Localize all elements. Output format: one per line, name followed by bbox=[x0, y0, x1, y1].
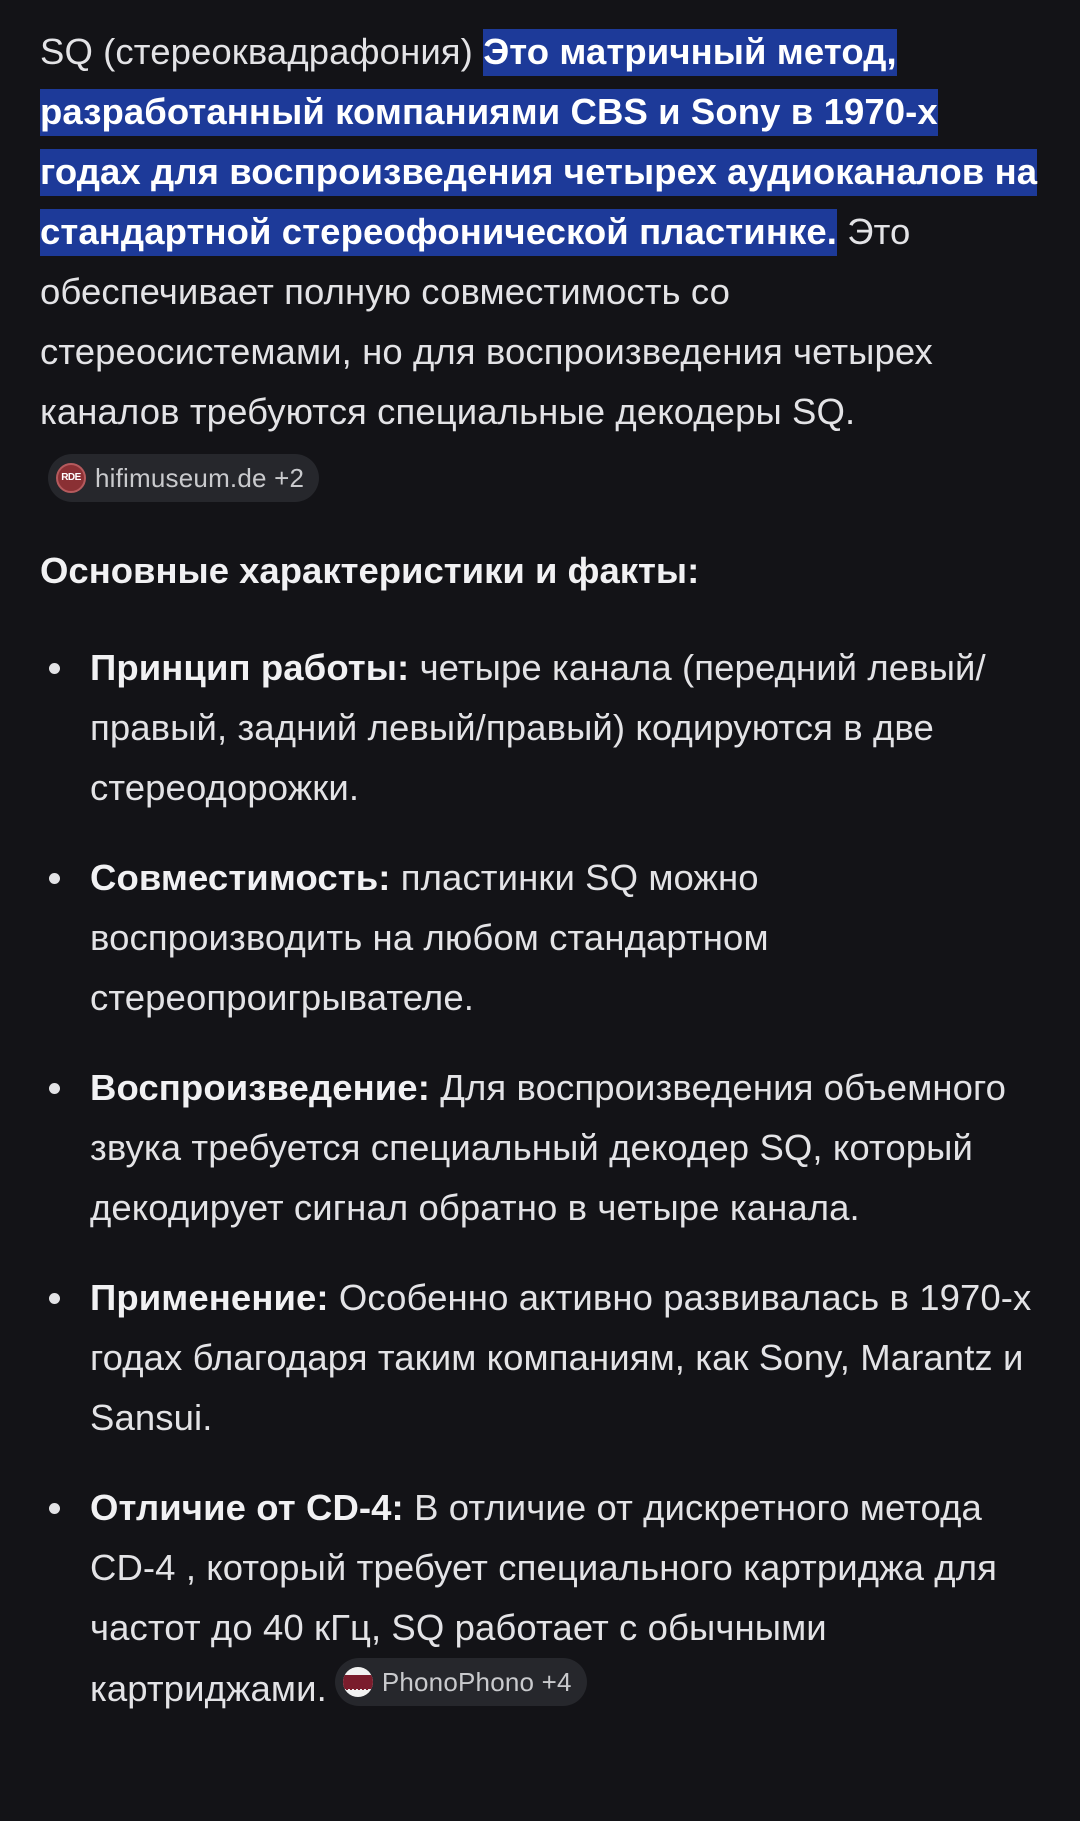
list-item-compatibility bbox=[40, 848, 1040, 1028]
fact-title: Отличие от CD-4: bbox=[90, 1487, 404, 1528]
intro-paragraph bbox=[40, 22, 1040, 502]
list-item-cd4-difference bbox=[40, 1478, 1040, 1719]
fact-title: Совместимость: bbox=[90, 857, 391, 898]
fact-title: Воспроизведение: bbox=[90, 1067, 430, 1108]
fact-title: Принцип работы: bbox=[90, 647, 410, 688]
intro-lead: SQ (стереоквадрафония) bbox=[40, 31, 473, 72]
highlighted-selection[interactable]: Это матричный метод, разработанный компаниями CBS и Sony в 1970-х годах для воспроизведения четырех аудиоканалов на стандартной стереофонической пластинке. bbox=[40, 29, 1037, 256]
bullet-icon bbox=[49, 1293, 60, 1304]
bullet-icon bbox=[49, 1503, 60, 1514]
fact-title: Применение: bbox=[90, 1277, 329, 1318]
source-chip-hifimuseum[interactable] bbox=[48, 454, 319, 502]
fact-text: Для воспроизведения объемного звука требуется специальный декодер SQ, который декодирует сигнал обратно в четыре канала. bbox=[90, 1067, 1007, 1228]
phonophono-logo-icon bbox=[343, 1667, 373, 1697]
list-item-principle bbox=[40, 638, 1040, 818]
list-item-playback bbox=[40, 1058, 1040, 1238]
source-chip-phonophono[interactable] bbox=[335, 1658, 587, 1706]
bullet-icon bbox=[49, 663, 60, 674]
fact-text: четыре канала (передний левый/правый, задний левый/правый) кодируются в две стереодорожки. bbox=[90, 647, 986, 808]
fact-text: Особенно активно развивалась в 1970-х годах благодаря таким компаниям, как Sony, Marantz и Sansui. bbox=[90, 1277, 1032, 1438]
fact-text: В отличие от дискретного метода CD-4 , который требует специального картриджа для частот до 40 кГц, SQ работает с обычными картриджами. bbox=[90, 1487, 997, 1709]
facts-list bbox=[40, 638, 1040, 1719]
rde-logo-icon: RDE bbox=[56, 463, 86, 493]
bullet-icon bbox=[49, 1083, 60, 1094]
source-chip-label: hifimuseum.de +2 bbox=[95, 463, 305, 493]
intro-rest: Это обеспечивает полную совместимость со стереосистемами, но для воспроизведения четырех каналов требуются специальные декодеры SQ. bbox=[40, 211, 933, 432]
section-heading: Основные характеристики и факты: bbox=[40, 550, 700, 591]
fact-text: пластинки SQ можно воспроизводить на любом стандартном стереопроигрывателе. bbox=[90, 857, 769, 1018]
list-item-application bbox=[40, 1268, 1040, 1448]
source-chip-label: PhonoPhono +4 bbox=[381, 1667, 572, 1697]
response-content bbox=[40, 22, 1040, 1749]
bullet-icon bbox=[49, 873, 60, 884]
